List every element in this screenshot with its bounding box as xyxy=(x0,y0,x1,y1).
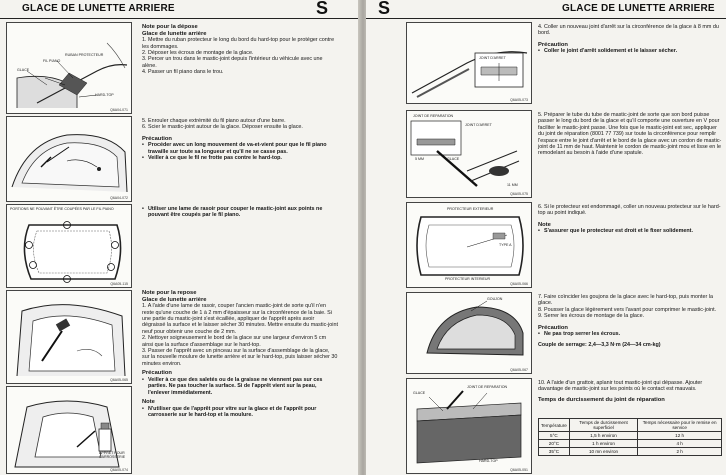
fig5-number: Q6A05-074 xyxy=(110,468,128,472)
table-title: Temps de durcissement du joint de réparation xyxy=(538,396,665,403)
figure-protector-drawing xyxy=(407,203,531,287)
repose-note xyxy=(142,290,338,418)
figure-wire-cutting-drawing xyxy=(7,117,131,201)
fig2-number: Q6A04-072 xyxy=(110,196,128,200)
right-page-header xyxy=(366,0,726,19)
table-row xyxy=(539,440,722,448)
repose-step-2: 2. Nettoyer soigneusement le bord de la glace sur une largeur d'environ 5 cm ainsi que la surface d'assemblage sur le hard-top. xyxy=(142,335,327,348)
figure-scraper-drawing xyxy=(407,379,531,473)
figure-primer-drawing xyxy=(7,387,131,473)
rfig5-label-joint: JOINT DE REPARATION xyxy=(467,385,508,389)
table-cell: 1 h environ xyxy=(569,440,637,448)
rfig2-label-glace: GLACE xyxy=(447,157,460,161)
fig1-label-ruban: RUBAN PROTECTEUR xyxy=(65,53,104,57)
right-step-7: 7. Faire coïncider les goujons de la glace avec le hard-top, puis monter la glace. xyxy=(538,294,713,307)
rfig3-label-type: TYPE A xyxy=(499,243,512,247)
rfig4-number: Q6A05-067 xyxy=(510,368,528,372)
table-cell: 35°C xyxy=(539,448,570,456)
right-section-letter: S xyxy=(378,0,391,18)
rfig5-label-glace: GLACE xyxy=(413,391,426,395)
precaution-2-title: Précaution xyxy=(142,370,172,377)
figure-scraper xyxy=(406,378,532,474)
table-header-row xyxy=(539,419,722,432)
razor-bullet: • Utiliser une lame de rasoir pour couper le mastic-joint aux points ne pouvant être coupés par le fil piano. xyxy=(142,206,338,219)
depose-step-4: 4. Passer un fil piano dans le trou. xyxy=(142,69,224,76)
rfig2-label-joint-rep: JOINT DE REPARATION xyxy=(413,114,454,118)
right-step-4: 4. Coller un nouveau joint d'arrêt sur la circonférence de la glace à 8 mm du bord. xyxy=(538,24,719,37)
figure-stop-seal xyxy=(406,22,532,104)
razor-note xyxy=(142,206,338,219)
repose-step-1: 1. A l'aide d'une lame de rasoir, couper l'ancien mastic-joint de sorte qu'il n'en reste qu'une couche de 1 à 2 mm d'épaisseur sur la circonférence de la baie. Si une partie du mastic-joint s'est écaillée, appliquer de l'apprêt après avoir dégraissé la surface et le laisser sécher 30 minutes. Mettre ensuite du mastic-joint neuf pour obtenir une couche de 2 mm. xyxy=(142,303,338,335)
right-page-title: GLACE DE LUNETTE ARRIERE xyxy=(562,3,715,14)
repose-step-3: 3. Passer de l'apprêt avec un pinceau sur la surface d'assemblage de la glace, sur la nouvelle moulure de lunette arrière et sur le hard-top, puis laisser sécher 30 minutes environ. xyxy=(142,348,338,367)
right-note-1-title: Note xyxy=(538,221,551,228)
right-precaution-1-title: Précaution xyxy=(538,41,568,48)
table-cell: 4 h xyxy=(638,440,722,448)
rfig2-label-joint-arret: JOINT D'ARRET xyxy=(465,123,492,127)
figure-wire-cutting xyxy=(6,116,132,202)
left-page-header xyxy=(0,0,360,19)
figure-old-sealant-drawing xyxy=(7,291,131,383)
torque-label: Couple de serrage: xyxy=(538,341,587,348)
note-2-title: Note xyxy=(142,399,155,406)
note-2-item-1: • N'utiliser que de l'apprêt pour vitre sur la glace et de l'apprêt pour carrosserie sur le hard-top et la moulure. xyxy=(142,406,338,419)
depose-step-3: 3. Percer un trou dans le mastic-joint depuis l'intérieur du véhicule avec une alène. xyxy=(142,56,323,69)
precaution-1-item-2: • Veiller à ce que le fil ne frotte pas contre le hard-top. xyxy=(142,155,338,161)
fig5-label-appret: APPRET POUR CARROSSERIE xyxy=(99,451,126,459)
sawing-instructions xyxy=(142,118,338,162)
precaution-2-item-1: • Veiller à ce que des saletés ou de la graisse ne viennent pas sur ces parties. Ne pas toucher la surface. Si de l'apprêt vient sur la peau, l'enlever immédiatement. xyxy=(142,377,338,396)
figure-install-glass-drawing xyxy=(407,293,531,373)
right-precaution-2-item: • Ne pas trop serrer les écrous. xyxy=(538,331,722,337)
rfig5-label-hardtop: HARD-TOP xyxy=(479,459,498,463)
fig3-number: Q6A05-115 xyxy=(110,282,128,286)
right-step-6: 6. Si le protecteur est endommagé, coller un nouveau protecteur sur le hard-top au point indiqué. xyxy=(538,204,721,217)
rfig3-label-int: PROTECTEUR INTERIEUR xyxy=(445,277,491,281)
figure-stop-seal-drawing xyxy=(407,23,531,103)
step-6-left: 6. Scier le mastic-joint autour de la glace. Déposer ensuite la glace. xyxy=(142,124,303,131)
repose-subtitle: Glace de lunette arrière xyxy=(142,296,207,303)
table-header-cell: Température xyxy=(539,419,570,432)
left-page-title: GLACE DE LUNETTE ARRIERE xyxy=(22,3,175,14)
table-cell: 2 h xyxy=(638,448,722,456)
rfig3-label-ext: PROTECTEUR EXTERIEUR xyxy=(447,207,494,211)
table-row xyxy=(539,432,722,440)
table-header-cell: Temps nécessaire pour le remise en service xyxy=(638,419,722,432)
precaution-1-title: Précaution xyxy=(142,135,172,142)
figure-protector xyxy=(406,202,532,288)
depose-note xyxy=(142,24,338,76)
rfig2-label-11mm: 11 MM xyxy=(507,183,518,187)
fig1-label-fil: FIL PIANO xyxy=(43,59,61,63)
table-cell: 12 h xyxy=(638,432,722,440)
fig1-label-glace: GLACE xyxy=(17,68,30,72)
figure-repair-sealant xyxy=(406,110,532,198)
step-4-block xyxy=(538,24,722,55)
figure-primer xyxy=(6,386,132,474)
depose-step-1: 1. Mettre du ruban protecteur le long du bord du hard-top pour le protéger contre les dommages. xyxy=(142,37,335,50)
step-10-block xyxy=(538,380,722,403)
torque-value: 2,4—3,3 N·m (24—34 cm-kg) xyxy=(588,341,661,348)
right-step-9: 9. Serrer les écrous de montage de la glace. xyxy=(538,313,645,320)
rfig1-label-joint: JOINT D'ARRET xyxy=(479,56,506,60)
right-step-5: 5. Préparer le tube du tube de mastic-joint de sorte que son bord puisse passer le long du bord de la glace et qu'il comporte une ouverture en V pour faciliter le mastic-joint passe. Une fois que le mastic-joint est sec, appliquer du joint de réparation (8001 77 739) sur toute la circonférence pour remplir l'espace entre le joint d'arrêt et le bord de la glace avec un cordon de mastic-joint de 11 mm de haut. Maintenir le cordon de mastic-joint mou et lisse en le remodelant au besoin à l'aide d'une spatule. xyxy=(538,112,722,157)
right-precaution-2-title: Précaution xyxy=(538,324,568,331)
step-5-left: 5. Enrouler chaque extrémité du fil piano autour d'une barre. xyxy=(142,118,286,124)
rfig2-number: Q6A05-075 xyxy=(510,192,528,196)
depose-step-2: 2. Déposer les écrous de montage de la glace. xyxy=(142,50,254,56)
curing-time-table xyxy=(538,418,722,456)
fig1-label-hardtop: HARD-TOP xyxy=(95,93,114,97)
table-row xyxy=(539,448,722,456)
rfig2-label-5mm: 5 MM xyxy=(415,157,424,161)
rfig3-number: Q6A05-066 xyxy=(510,282,528,286)
torque-spec xyxy=(538,342,722,348)
fig4-number: Q6A05-065 xyxy=(110,378,128,382)
left-page xyxy=(0,0,360,475)
fig1-number: Q6A04-071 xyxy=(110,108,128,112)
precaution-1-item-1: • Procéder avec un long mouvement de va-et-vient pour que le fil piano travaille sur toute sa longueur et qu'il ne se casse pas. xyxy=(142,142,338,155)
left-section-letter: S xyxy=(316,0,329,18)
depose-title: Note pour la dépose xyxy=(142,24,198,30)
table-cell: 5°C xyxy=(539,432,570,440)
step-5-block xyxy=(538,112,722,157)
right-precaution-1-item: • Coller le joint d'arrêt solidement et le laisser sécher. xyxy=(538,48,722,54)
repose-title: Note pour la repose xyxy=(142,290,197,296)
table-cell: 1,5 h environ xyxy=(569,432,637,440)
figure-uncut-portions xyxy=(6,204,132,288)
steps-7-9-block xyxy=(538,294,722,348)
right-page xyxy=(366,0,726,475)
fig3-label: PORTIONS NE POUVANT ÊTRE COUPÉES PAR LE FIL PIANO xyxy=(10,207,114,211)
right-step-8: 8. Pousser la glace légèrement vers l'avant pour comprimer le mastic-joint. xyxy=(538,306,717,313)
right-step-10: 10. A l'aide d'un grattoir, aplanir tout mastic-joint qui dépasse. Ajouter davantage de mastic-joint sur les points où le contact est mauvais. xyxy=(538,380,703,393)
rfig1-number: Q6A05-073 xyxy=(510,98,528,102)
right-note-1-item: • S'assurer que le protecteur est droit et le fixer solidement. xyxy=(538,228,722,234)
figure-install-glass xyxy=(406,292,532,374)
table-cell: 10 mn environ xyxy=(569,448,637,456)
rfig4-label-goujon: GOUJON xyxy=(487,297,503,301)
figure-tape-wire xyxy=(6,22,132,114)
figure-uncut-portions-drawing xyxy=(7,205,131,287)
step-6-block xyxy=(538,204,722,235)
depose-subtitle: Glace de lunette arrière xyxy=(142,30,207,37)
rfig5-number: Q6A05-051 xyxy=(510,468,528,472)
table-cell: 20°C xyxy=(539,440,570,448)
figure-old-sealant xyxy=(6,290,132,384)
table-header-cell: Temps de durcissement superficiel xyxy=(569,419,637,432)
